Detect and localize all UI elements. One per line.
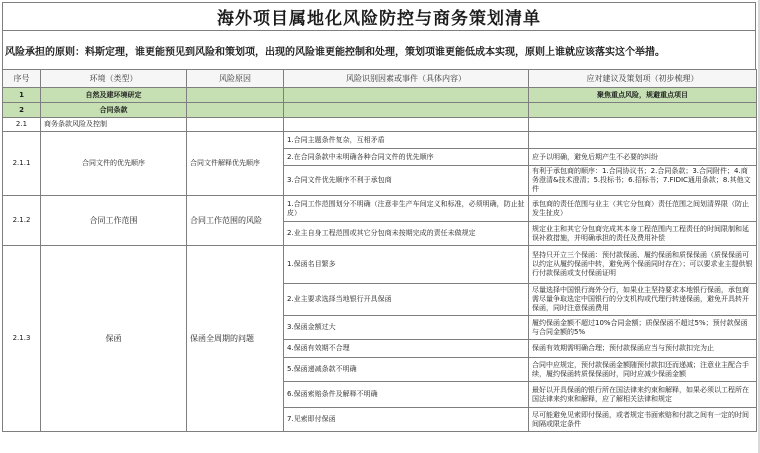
cell-event[interactable]: 5.保函递减条款不明确 [284,358,529,382]
table-row [3,246,757,284]
header-advice[interactable]: 应对建议及策划项（初步梳理） [529,70,757,88]
cell-event[interactable]: 7.见索即付保函 [284,408,529,432]
cell-advice[interactable] [529,103,757,118]
cell-cause[interactable] [187,88,284,103]
cell-no[interactable]: 2.1 [3,118,41,132]
cell-no[interactable]: 2.1.2 [3,196,41,246]
cell-env[interactable]: 合同文件的优先顺序 [41,132,187,196]
cell-advice[interactable]: 尽可能避免见索即付保函，或者规定书面索赔和付款之间有一定的时间间隔或限定条件 [529,408,757,432]
cell-advice[interactable]: 履约保函金额不超过10%合同金额；质保保函不超过5%；预付款保函与合同金额的5% [529,316,757,340]
cell-env[interactable]: 保函 [41,246,187,432]
cell-env[interactable]: 合同条款 [41,103,187,118]
cell-advice[interactable]: 合同中应规定，预付款保函金额随预付款扣还而递减；注意业主配合手续，履约保函转质保保函时，同时应减少保函金额 [529,358,757,382]
risk-table [2,69,757,432]
cell-cause[interactable]: 保函全周期的问题 [187,246,284,432]
cell-advice[interactable] [529,118,757,132]
cell-advice[interactable]: 保函有效期需明确合理；预付款保函应当与预付款扣完为止 [529,340,757,358]
cell-event[interactable]: 2.业主要求选择当地银行开具保函 [284,284,529,316]
cell-advice[interactable]: 聚焦重点风险，规避重点项目 [529,88,757,103]
cell-no[interactable]: 2.1.3 [3,246,41,432]
cell-advice[interactable]: 承包商的责任范围与业主（其它分包商）责任范围之间划清界限（防止发生扯皮） [529,196,757,222]
table-row [3,88,757,103]
cell-advice[interactable]: 应予以明确，避免后期产生不必要的纠纷 [529,149,757,166]
cell-event[interactable] [284,103,529,118]
cell-env[interactable]: 商务条款风险及控制 [41,118,187,132]
cell-event[interactable]: 6.保函索赔条件及解释不明确 [284,382,529,408]
cell-advice[interactable]: 有利于承包商的顺序：1.合同协议书；2.合同条款；3.合同附件；4.商务澄清&技术澄清；5.投标书；6.招标书；7.FIDIC通用条款；8.其他文件 [529,166,757,196]
cell-event[interactable]: 3.合同文件优先顺序不利于承包商 [284,166,529,196]
cell-advice[interactable]: 尽量选择中国银行海外分行，如果业主坚持要求本地银行保函，承包商需尽量争取选定中国银行的分支机构或代理行转递保函，避免开具转开保函，同时注意保函费用 [529,284,757,316]
cell-advice[interactable]: 最好以开具保函的银行所在国法律来约束和解释，如果必须以工程所在国法律来约束和解释，应了解相关法律和规定 [529,382,757,408]
cell-event[interactable]: 2.在合同条款中未明确各种合同文件的优先顺序 [284,149,529,166]
cell-event[interactable] [284,118,529,132]
cell-env[interactable]: 合同工作范围 [41,196,187,246]
table-row [3,118,757,132]
table-row [3,132,757,149]
table-row [3,103,757,118]
cell-cause[interactable] [187,103,284,118]
cell-advice[interactable]: 规定业主和其它分包商完成其本身工程范围内工程责任的时间限制和延误补救措施，并明确承担的责任及费用补偿 [529,222,757,246]
cell-event[interactable]: 4.保函有效期不合理 [284,340,529,358]
cell-cause[interactable] [187,118,284,132]
cell-env[interactable]: 自然及建环境研定 [41,88,187,103]
cell-advice[interactable]: 坚持只开立三个保函：预付款保函、履约保函和质保保函（质保保函可以约定从履约保函中转，避免两个保函同时存在）；可以要求业主提供银行付款保函或支付保函证明 [529,246,757,284]
cell-event[interactable]: 2.业主自身工程范围或其它分包商未按期完成的责任未做规定 [284,222,529,246]
cell-event[interactable] [284,88,529,103]
cell-no[interactable]: 2 [3,103,41,118]
cell-event[interactable]: 1.保函名目繁多 [284,246,529,284]
header-row [3,70,757,88]
page-title: 海外项目属地化风险防控与商务策划清单 [2,2,756,31]
cell-cause[interactable]: 合同文件解释优先顺序 [187,132,284,196]
principle-note: 风险承担的原则：料斯定理，谁更能预见到风险和策划项，出现的风险谁更能控制和处理，策划项谁更能低成本实现，原则上谁就应该落实这个举措。 [2,31,756,69]
header-no[interactable]: 序号 [3,70,41,88]
cell-event[interactable]: 1.合同主题条件复杂，互相矛盾 [284,132,529,149]
header-event[interactable]: 风险识别因素或事件（具体内容） [284,70,529,88]
header-env[interactable]: 环境（类型） [41,70,187,88]
cell-event[interactable]: 1.合同工作范围划分不明确（注意非生产车间定义和标准，必须明确，防止扯皮） [284,196,529,222]
cell-no[interactable]: 2.1.1 [3,132,41,196]
header-cause[interactable]: 风险原因 [187,70,284,88]
cell-no[interactable]: 1 [3,88,41,103]
cell-cause[interactable]: 合同工作范围的风险 [187,196,284,246]
cell-event[interactable]: 3.保函金额过大 [284,316,529,340]
cell-advice[interactable] [529,132,757,149]
table-row [3,196,757,222]
